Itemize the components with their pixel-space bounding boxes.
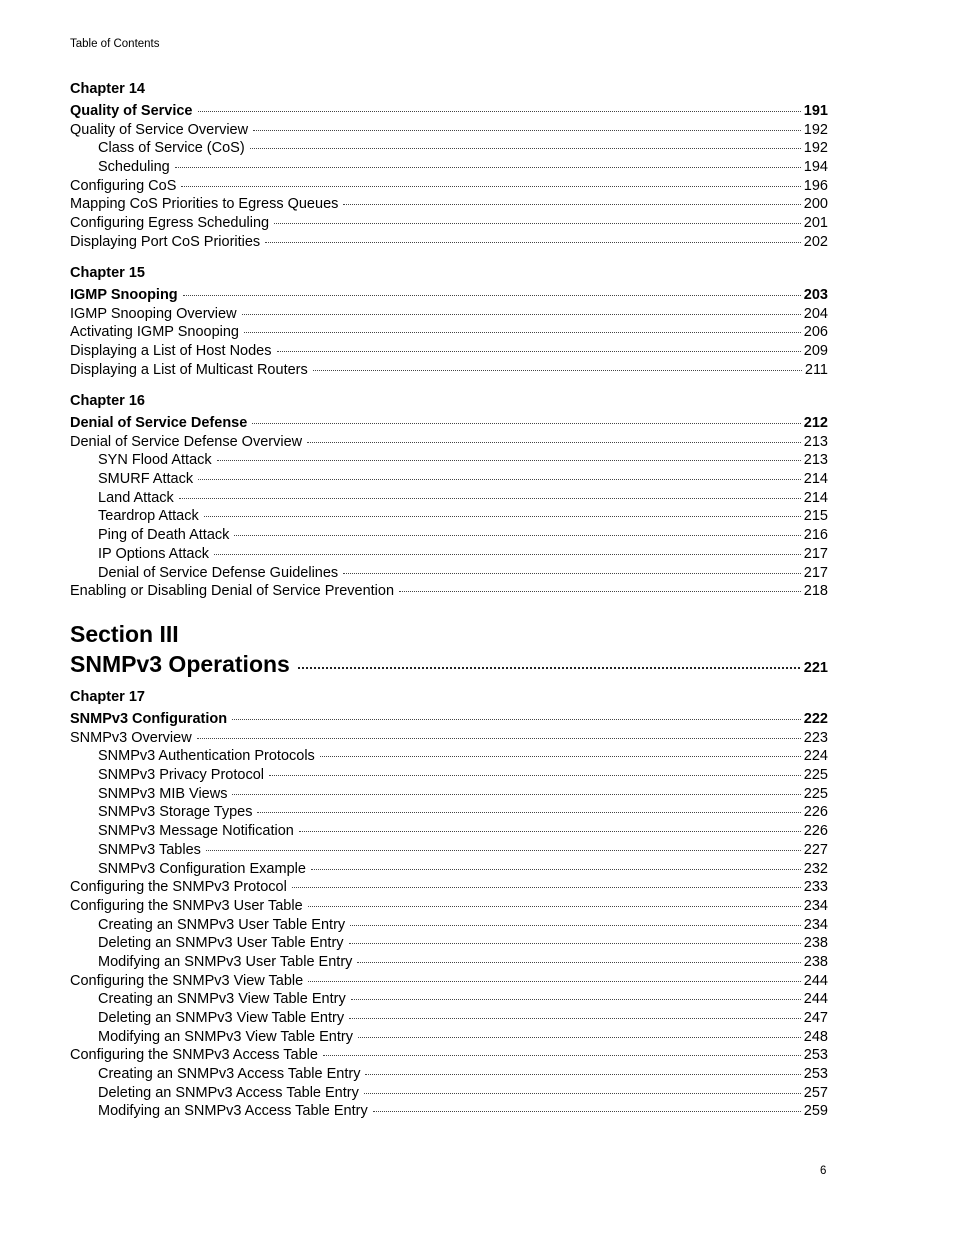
toc-entry-title: Mapping CoS Priorities to Egress Queues — [70, 196, 339, 213]
dot-leader — [253, 129, 801, 131]
toc-entry[interactable] — [70, 177, 828, 196]
toc-entry-page: 192 — [803, 140, 828, 157]
dot-leader — [197, 737, 801, 739]
toc-entry-page: 244 — [803, 972, 828, 989]
toc-entry[interactable] — [70, 451, 828, 470]
toc-entry-page: 203 — [803, 287, 828, 303]
chapter-label: Chapter 17 — [70, 689, 145, 705]
toc-chapter-title-entry[interactable] — [70, 286, 828, 305]
toc-entry-title: Enabling or Disabling Denial of Service Prevention — [70, 583, 395, 600]
toc-entry-title: SNMPv3 Tables — [98, 841, 201, 858]
toc-entry-title: SNMPv3 Configuration Example — [98, 860, 306, 877]
toc-entry-title: Configuring the SNMPv3 User Table — [70, 897, 303, 914]
dot-leader — [217, 459, 801, 461]
toc-entry-page: 204 — [803, 305, 828, 322]
toc-entry[interactable] — [70, 305, 828, 324]
toc-entry-page: 209 — [803, 343, 828, 360]
dot-leader — [308, 905, 801, 907]
chapter-14-block — [70, 80, 828, 252]
toc-entry[interactable] — [70, 489, 828, 508]
toc-entry[interactable] — [70, 195, 828, 214]
toc-entry-title: SMURF Attack — [98, 471, 194, 488]
toc-entry-page: 201 — [803, 215, 828, 232]
toc-entry-page: 200 — [803, 196, 828, 213]
dot-leader — [308, 980, 801, 982]
toc-entry-title: Displaying a List of Multicast Routers — [70, 361, 308, 378]
toc-entry-title: Configuring Egress Scheduling — [70, 215, 270, 232]
section-heading-block — [70, 620, 828, 679]
toc-entry[interactable] — [70, 1046, 828, 1065]
toc-entry-title: Scheduling — [98, 159, 170, 176]
toc-entry-page: 253 — [803, 1047, 828, 1064]
toc-entry-page: 191 — [803, 103, 828, 119]
toc-entry-title: SNMPv3 MIB Views — [98, 785, 228, 802]
toc-entry-title: Creating an SNMPv3 Access Table Entry — [98, 1066, 361, 1083]
toc-entry[interactable] — [70, 564, 828, 583]
dot-leader — [313, 369, 802, 371]
toc-entry[interactable] — [70, 1028, 828, 1047]
toc-entry-title: Deleting an SNMPv3 Access Table Entry — [98, 1084, 359, 1101]
toc-entry-title: Teardrop Attack — [98, 508, 199, 525]
toc-entry[interactable] — [70, 766, 828, 785]
toc-entry[interactable] — [70, 972, 828, 991]
dot-leader — [357, 961, 800, 963]
toc-entry-page: 244 — [803, 991, 828, 1008]
toc-entry-title: IGMP Snooping — [70, 287, 178, 303]
toc-entry[interactable] — [70, 1009, 828, 1028]
toc-entry-title: Denial of Service Defense Overview — [70, 433, 303, 450]
toc-list — [70, 710, 828, 1121]
toc-entry[interactable] — [70, 747, 828, 766]
toc-entry-title: Displaying a List of Host Nodes — [70, 343, 272, 360]
toc-entry-page: 218 — [803, 583, 828, 600]
toc-entry-page: 238 — [803, 935, 828, 952]
toc-entry[interactable] — [70, 507, 828, 526]
section-label: Section III — [70, 621, 179, 647]
toc-entry-page: 225 — [803, 785, 828, 802]
toc-entry[interactable] — [70, 582, 828, 601]
dot-leader — [265, 241, 801, 243]
toc-entry[interactable] — [70, 323, 828, 342]
toc-entry-page: 196 — [803, 177, 828, 194]
dot-leader — [350, 924, 801, 926]
toc-entry[interactable] — [70, 233, 828, 252]
toc-entry-title: Configuring the SNMPv3 Access Table — [70, 1047, 318, 1064]
toc-entry-page: 216 — [803, 527, 828, 544]
toc-entry-title: SNMPv3 Privacy Protocol — [98, 767, 264, 784]
toc-entry-title: Configuring the SNMPv3 Protocol — [70, 879, 287, 896]
toc-entry-page: 257 — [803, 1084, 828, 1101]
toc-entry[interactable] — [70, 139, 828, 158]
chapter-label: Chapter 15 — [70, 265, 145, 281]
toc-entry[interactable] — [70, 860, 828, 879]
toc-entry-title: Land Attack — [98, 489, 174, 506]
dot-leader — [198, 478, 801, 480]
toc-entry[interactable] — [70, 470, 828, 489]
dot-leader — [307, 441, 801, 443]
toc-entry-title: Quality of Service Overview — [70, 121, 249, 138]
toc-entry[interactable] — [70, 878, 828, 897]
toc-entry-title: Displaying Port CoS Priorities — [70, 233, 261, 250]
toc-entry[interactable] — [70, 916, 828, 935]
toc-entry-page: 234 — [803, 916, 828, 933]
toc-entry-title: Quality of Service — [70, 103, 193, 119]
toc-entry[interactable] — [70, 158, 828, 177]
toc-entry-page: 192 — [803, 121, 828, 138]
chapter-label: Chapter 16 — [70, 393, 145, 409]
dot-leader — [206, 849, 801, 851]
dot-leader — [298, 666, 800, 669]
dot-leader — [179, 497, 801, 499]
toc-entry-page: 226 — [803, 823, 828, 840]
toc-entry-page: 248 — [803, 1028, 828, 1045]
toc-entry-title: Ping of Death Attack — [98, 527, 230, 544]
dot-leader — [365, 1073, 800, 1075]
toc-entry-page: 214 — [803, 489, 828, 506]
toc-chapter-title-entry[interactable] — [70, 414, 828, 433]
toc-entry[interactable] — [70, 433, 828, 452]
chapter-15-block — [70, 264, 828, 379]
toc-entry-page: 211 — [804, 361, 828, 378]
toc-entry[interactable] — [70, 953, 828, 972]
toc-entry-page: 222 — [803, 711, 828, 727]
toc-entry-title: SNMPv3 Authentication Protocols — [98, 748, 315, 765]
toc-entry-page: 224 — [803, 748, 828, 765]
dot-leader — [351, 998, 801, 1000]
toc-entry-title: Configuring the SNMPv3 View Table — [70, 972, 304, 989]
toc-entry-page: 232 — [803, 860, 828, 877]
toc-entry-page: 215 — [803, 508, 828, 525]
toc-entry-page: 217 — [803, 545, 828, 562]
dot-leader — [181, 185, 800, 187]
toc-entry-page: 253 — [803, 1066, 828, 1083]
dot-leader — [349, 942, 801, 944]
toc-entry-title: IP Options Attack — [98, 545, 209, 562]
toc-entry-title: Class of Service (CoS) — [98, 140, 245, 157]
toc-entry[interactable] — [70, 729, 828, 748]
chapter-16-block — [70, 392, 828, 601]
toc-entry-page: 226 — [803, 804, 828, 821]
section-page-number: 221 — [803, 660, 828, 676]
toc-entry-title: Modifying an SNMPv3 User Table Entry — [98, 953, 353, 970]
toc-entry-title: Configuring CoS — [70, 177, 177, 194]
dot-leader — [323, 1054, 801, 1056]
toc-entry-title: SNMPv3 Message Notification — [98, 823, 294, 840]
toc-entry[interactable] — [70, 822, 828, 841]
dot-leader — [242, 313, 801, 315]
dot-leader — [311, 868, 801, 870]
chapter-label: Chapter 14 — [70, 81, 145, 97]
toc-entry-title: Creating an SNMPv3 View Table Entry — [98, 991, 346, 1008]
footer-page-number: 6 — [820, 1165, 827, 1177]
dot-leader — [373, 1110, 801, 1112]
dot-leader — [292, 886, 801, 888]
toc-entry-title: IGMP Snooping Overview — [70, 305, 237, 322]
toc-entry-page: 214 — [803, 471, 828, 488]
toc-chapter-title-entry[interactable] — [70, 102, 828, 121]
toc-entry-page: 233 — [803, 879, 828, 896]
toc-entry[interactable] — [70, 990, 828, 1009]
dot-leader — [299, 830, 801, 832]
toc-entry-page: 247 — [803, 1010, 828, 1026]
toc-entry-page: 223 — [803, 729, 828, 746]
toc-entry-title: SYN Flood Attack — [98, 452, 212, 469]
dot-leader — [252, 422, 800, 424]
dot-leader — [214, 553, 801, 555]
toc-entry-page: 259 — [803, 1103, 828, 1120]
dot-leader — [198, 110, 801, 112]
toc-entry-page: 213 — [803, 452, 828, 469]
toc-entry-page: 202 — [803, 233, 828, 250]
toc-entry[interactable] — [70, 934, 828, 953]
dot-leader — [399, 590, 801, 592]
toc-entry[interactable] — [70, 214, 828, 233]
section-title-line[interactable] — [70, 649, 828, 679]
dot-leader — [183, 294, 801, 296]
dot-leader — [343, 572, 801, 574]
toc-entry-page: 194 — [803, 159, 828, 176]
dot-leader — [234, 534, 800, 536]
dot-leader — [274, 222, 801, 224]
dot-leader — [204, 515, 801, 517]
toc-entry-title: Denial of Service Defense — [70, 415, 248, 431]
toc-entry-title: SNMPv3 Overview — [70, 729, 192, 746]
toc-list — [70, 414, 828, 601]
toc-entry[interactable] — [70, 1084, 828, 1103]
toc-entry[interactable] — [70, 526, 828, 545]
toc-entry[interactable] — [70, 545, 828, 564]
dot-leader — [364, 1092, 801, 1094]
toc-entry-page: 213 — [803, 433, 828, 450]
toc-entry-title: Deleting an SNMPv3 User Table Entry — [98, 935, 344, 952]
toc-entry[interactable] — [70, 1065, 828, 1084]
toc-entry-page: 234 — [803, 897, 828, 914]
toc-entry[interactable] — [70, 1102, 828, 1121]
toc-entry-title: Deleting an SNMPv3 View Table Entry — [98, 1010, 345, 1026]
toc-entry-page: 206 — [803, 324, 828, 341]
toc-entry-title: Creating an SNMPv3 User Table Entry — [98, 916, 346, 933]
toc-entry-page: 225 — [803, 767, 828, 784]
toc-entry-title: Activating IGMP Snooping — [70, 324, 239, 341]
toc-entry[interactable] — [70, 897, 828, 916]
dot-leader — [343, 203, 800, 205]
toc-entry[interactable] — [70, 785, 828, 804]
dot-leader — [232, 793, 800, 795]
dot-leader — [277, 350, 801, 352]
toc-entry-title: Modifying an SNMPv3 View Table Entry — [98, 1028, 353, 1045]
dot-leader — [250, 147, 801, 149]
toc-entry[interactable] — [70, 121, 828, 140]
dot-leader — [175, 166, 801, 168]
dot-leader — [244, 331, 801, 333]
toc-entry-page: 212 — [803, 415, 828, 431]
dot-leader — [358, 1036, 801, 1038]
toc-entry-title: Denial of Service Defense Guidelines — [98, 564, 339, 581]
dot-leader — [257, 811, 800, 813]
dot-leader — [232, 718, 801, 720]
running-header: Table of Contents — [70, 38, 160, 50]
chapter-17-block — [70, 688, 828, 1121]
section-title: SNMPv3 Operations — [70, 651, 290, 677]
dot-leader — [320, 755, 801, 757]
toc-chapter-title-entry[interactable] — [70, 710, 828, 729]
toc-entry-page: 217 — [803, 564, 828, 581]
dot-leader — [349, 1017, 801, 1019]
toc-entry-page: 238 — [803, 953, 828, 970]
toc-entry-title: SNMPv3 Configuration — [70, 711, 228, 727]
dot-leader — [269, 774, 801, 776]
toc-entry-title: SNMPv3 Storage Types — [98, 804, 253, 821]
toc-list — [70, 102, 828, 252]
toc-entry-title: Modifying an SNMPv3 Access Table Entry — [98, 1103, 368, 1120]
toc-entry-page: 227 — [803, 841, 828, 858]
toc-entry[interactable] — [70, 803, 828, 822]
toc-entry[interactable] — [70, 841, 828, 860]
toc-list — [70, 286, 828, 379]
toc-entry[interactable] — [70, 361, 828, 380]
toc-entry[interactable] — [70, 342, 828, 361]
